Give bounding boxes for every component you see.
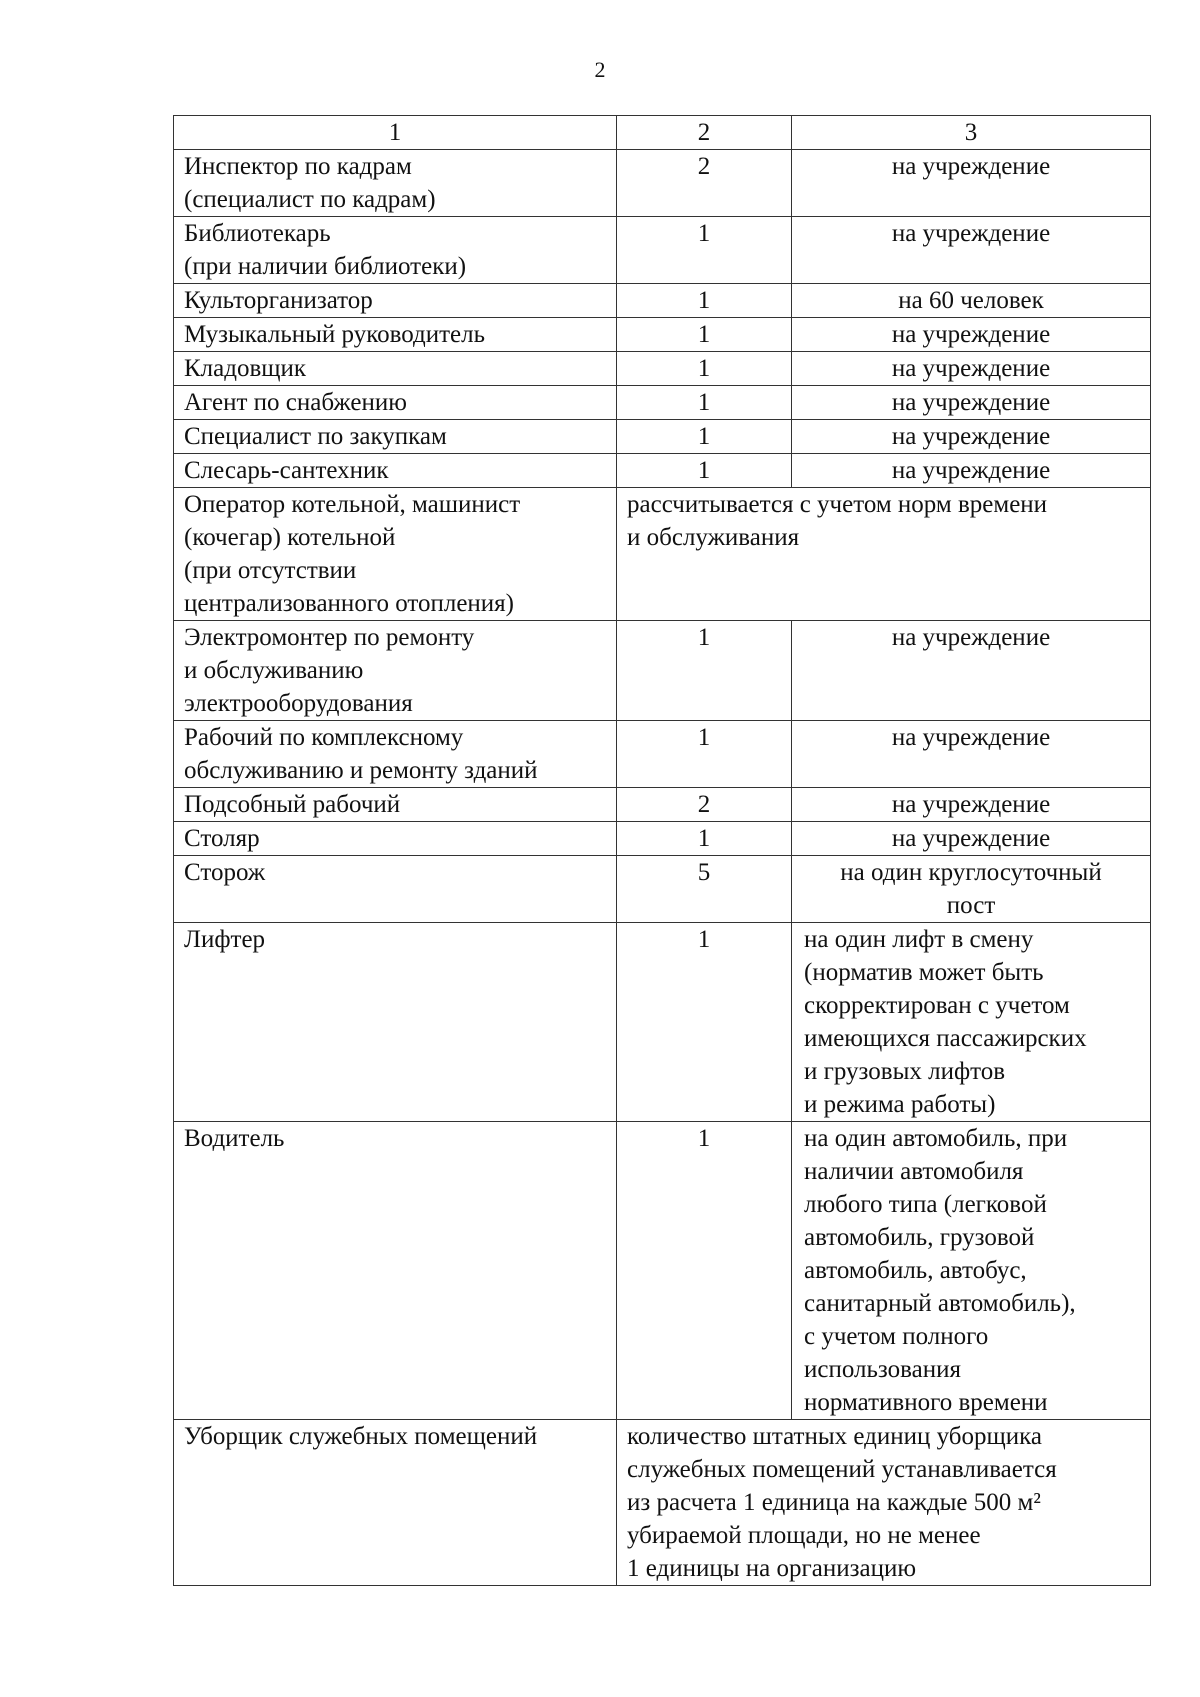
table-row — [174, 721, 1151, 788]
norm-cell: на учреждение — [792, 822, 1151, 856]
header-cell-2: 2 — [617, 116, 792, 150]
position-cell: Кладовщик — [174, 352, 617, 386]
position-cell: Оператор котельной, машинист (кочегар) котельной (при отсутствии централизованного отопления) — [174, 488, 617, 621]
norm-cell: на учреждение — [792, 217, 1151, 284]
count-cell: 1 — [617, 284, 792, 318]
merged-norm-cell: количество штатных единиц уборщика служебных помещений устанавливается из расчета 1 единица на каждые 500 м² убираемой площади, но не менее 1 единицы на организацию — [617, 1420, 1151, 1586]
position-cell: Сторож — [174, 856, 617, 923]
table-row — [174, 420, 1151, 454]
norm-cell: на учреждение — [792, 788, 1151, 822]
count-cell: 1 — [617, 386, 792, 420]
position-cell: Культорганизатор — [174, 284, 617, 318]
table-row — [174, 856, 1151, 923]
norm-cell: на один круглосуточный пост — [792, 856, 1151, 923]
position-cell: Уборщик служебных помещений — [174, 1420, 617, 1586]
norm-cell: на один лифт в смену (норматив может быть скорректирован с учетом имеющихся пассажирских и грузовых лифтов и режима работы) — [792, 923, 1151, 1122]
page-number: 2 — [594, 57, 606, 82]
count-cell: 1 — [617, 318, 792, 352]
count-cell: 2 — [617, 150, 792, 217]
count-cell: 1 — [617, 621, 792, 721]
position-cell: Рабочий по комплексному обслуживанию и ремонту зданий — [174, 721, 617, 788]
table-row — [174, 923, 1151, 1122]
count-cell: 1 — [617, 822, 792, 856]
table-row — [174, 318, 1151, 352]
header-cell-3: 3 — [792, 116, 1151, 150]
norm-cell: на учреждение — [792, 318, 1151, 352]
table-row — [174, 822, 1151, 856]
table-row — [174, 217, 1151, 284]
staffing-table — [173, 115, 1151, 1586]
position-cell: Специалист по закупкам — [174, 420, 617, 454]
table-row — [174, 386, 1151, 420]
count-cell: 1 — [617, 420, 792, 454]
position-cell: Подсобный рабочий — [174, 788, 617, 822]
count-cell: 1 — [617, 923, 792, 1122]
position-cell: Столяр — [174, 822, 617, 856]
count-cell: 1 — [617, 454, 792, 488]
norm-cell: на учреждение — [792, 721, 1151, 788]
header-cell-1: 1 — [174, 116, 617, 150]
norm-cell: на учреждение — [792, 352, 1151, 386]
position-cell: Библиотекарь (при наличии библиотеки) — [174, 217, 617, 284]
position-cell: Лифтер — [174, 923, 617, 1122]
position-cell: Электромонтер по ремонту и обслуживанию электрооборудования — [174, 621, 617, 721]
merged-norm-cell: рассчитывается с учетом норм времени и обслуживания — [617, 488, 1151, 621]
count-cell: 1 — [617, 217, 792, 284]
position-cell: Музыкальный руководитель — [174, 318, 617, 352]
count-cell: 1 — [617, 352, 792, 386]
count-cell: 1 — [617, 1122, 792, 1420]
position-cell: Агент по снабжению — [174, 386, 617, 420]
table-row — [174, 1420, 1151, 1586]
norm-cell: на 60 человек — [792, 284, 1151, 318]
table-row — [174, 454, 1151, 488]
table-row — [174, 352, 1151, 386]
count-cell: 1 — [617, 721, 792, 788]
norm-cell: на учреждение — [792, 454, 1151, 488]
table-row — [174, 621, 1151, 721]
count-cell: 2 — [617, 788, 792, 822]
norm-cell: на учреждение — [792, 150, 1151, 217]
position-cell: Инспектор по кадрам (специалист по кадрам) — [174, 150, 617, 217]
norm-cell: на учреждение — [792, 621, 1151, 721]
norm-cell: на один автомобиль, при наличии автомобиля любого типа (легковой автомобиль, грузовой автомобиль, автобус, санитарный автомобиль), с учетом полного использования нормативного времени — [792, 1122, 1151, 1420]
table-row — [174, 1122, 1151, 1420]
norm-cell: на учреждение — [792, 420, 1151, 454]
norm-cell: на учреждение — [792, 386, 1151, 420]
position-cell: Водитель — [174, 1122, 617, 1420]
table-header-row — [174, 116, 1151, 150]
position-cell: Слесарь-сантехник — [174, 454, 617, 488]
count-cell: 5 — [617, 856, 792, 923]
table-row — [174, 150, 1151, 217]
table-row — [174, 788, 1151, 822]
table-row — [174, 488, 1151, 621]
table-row — [174, 284, 1151, 318]
